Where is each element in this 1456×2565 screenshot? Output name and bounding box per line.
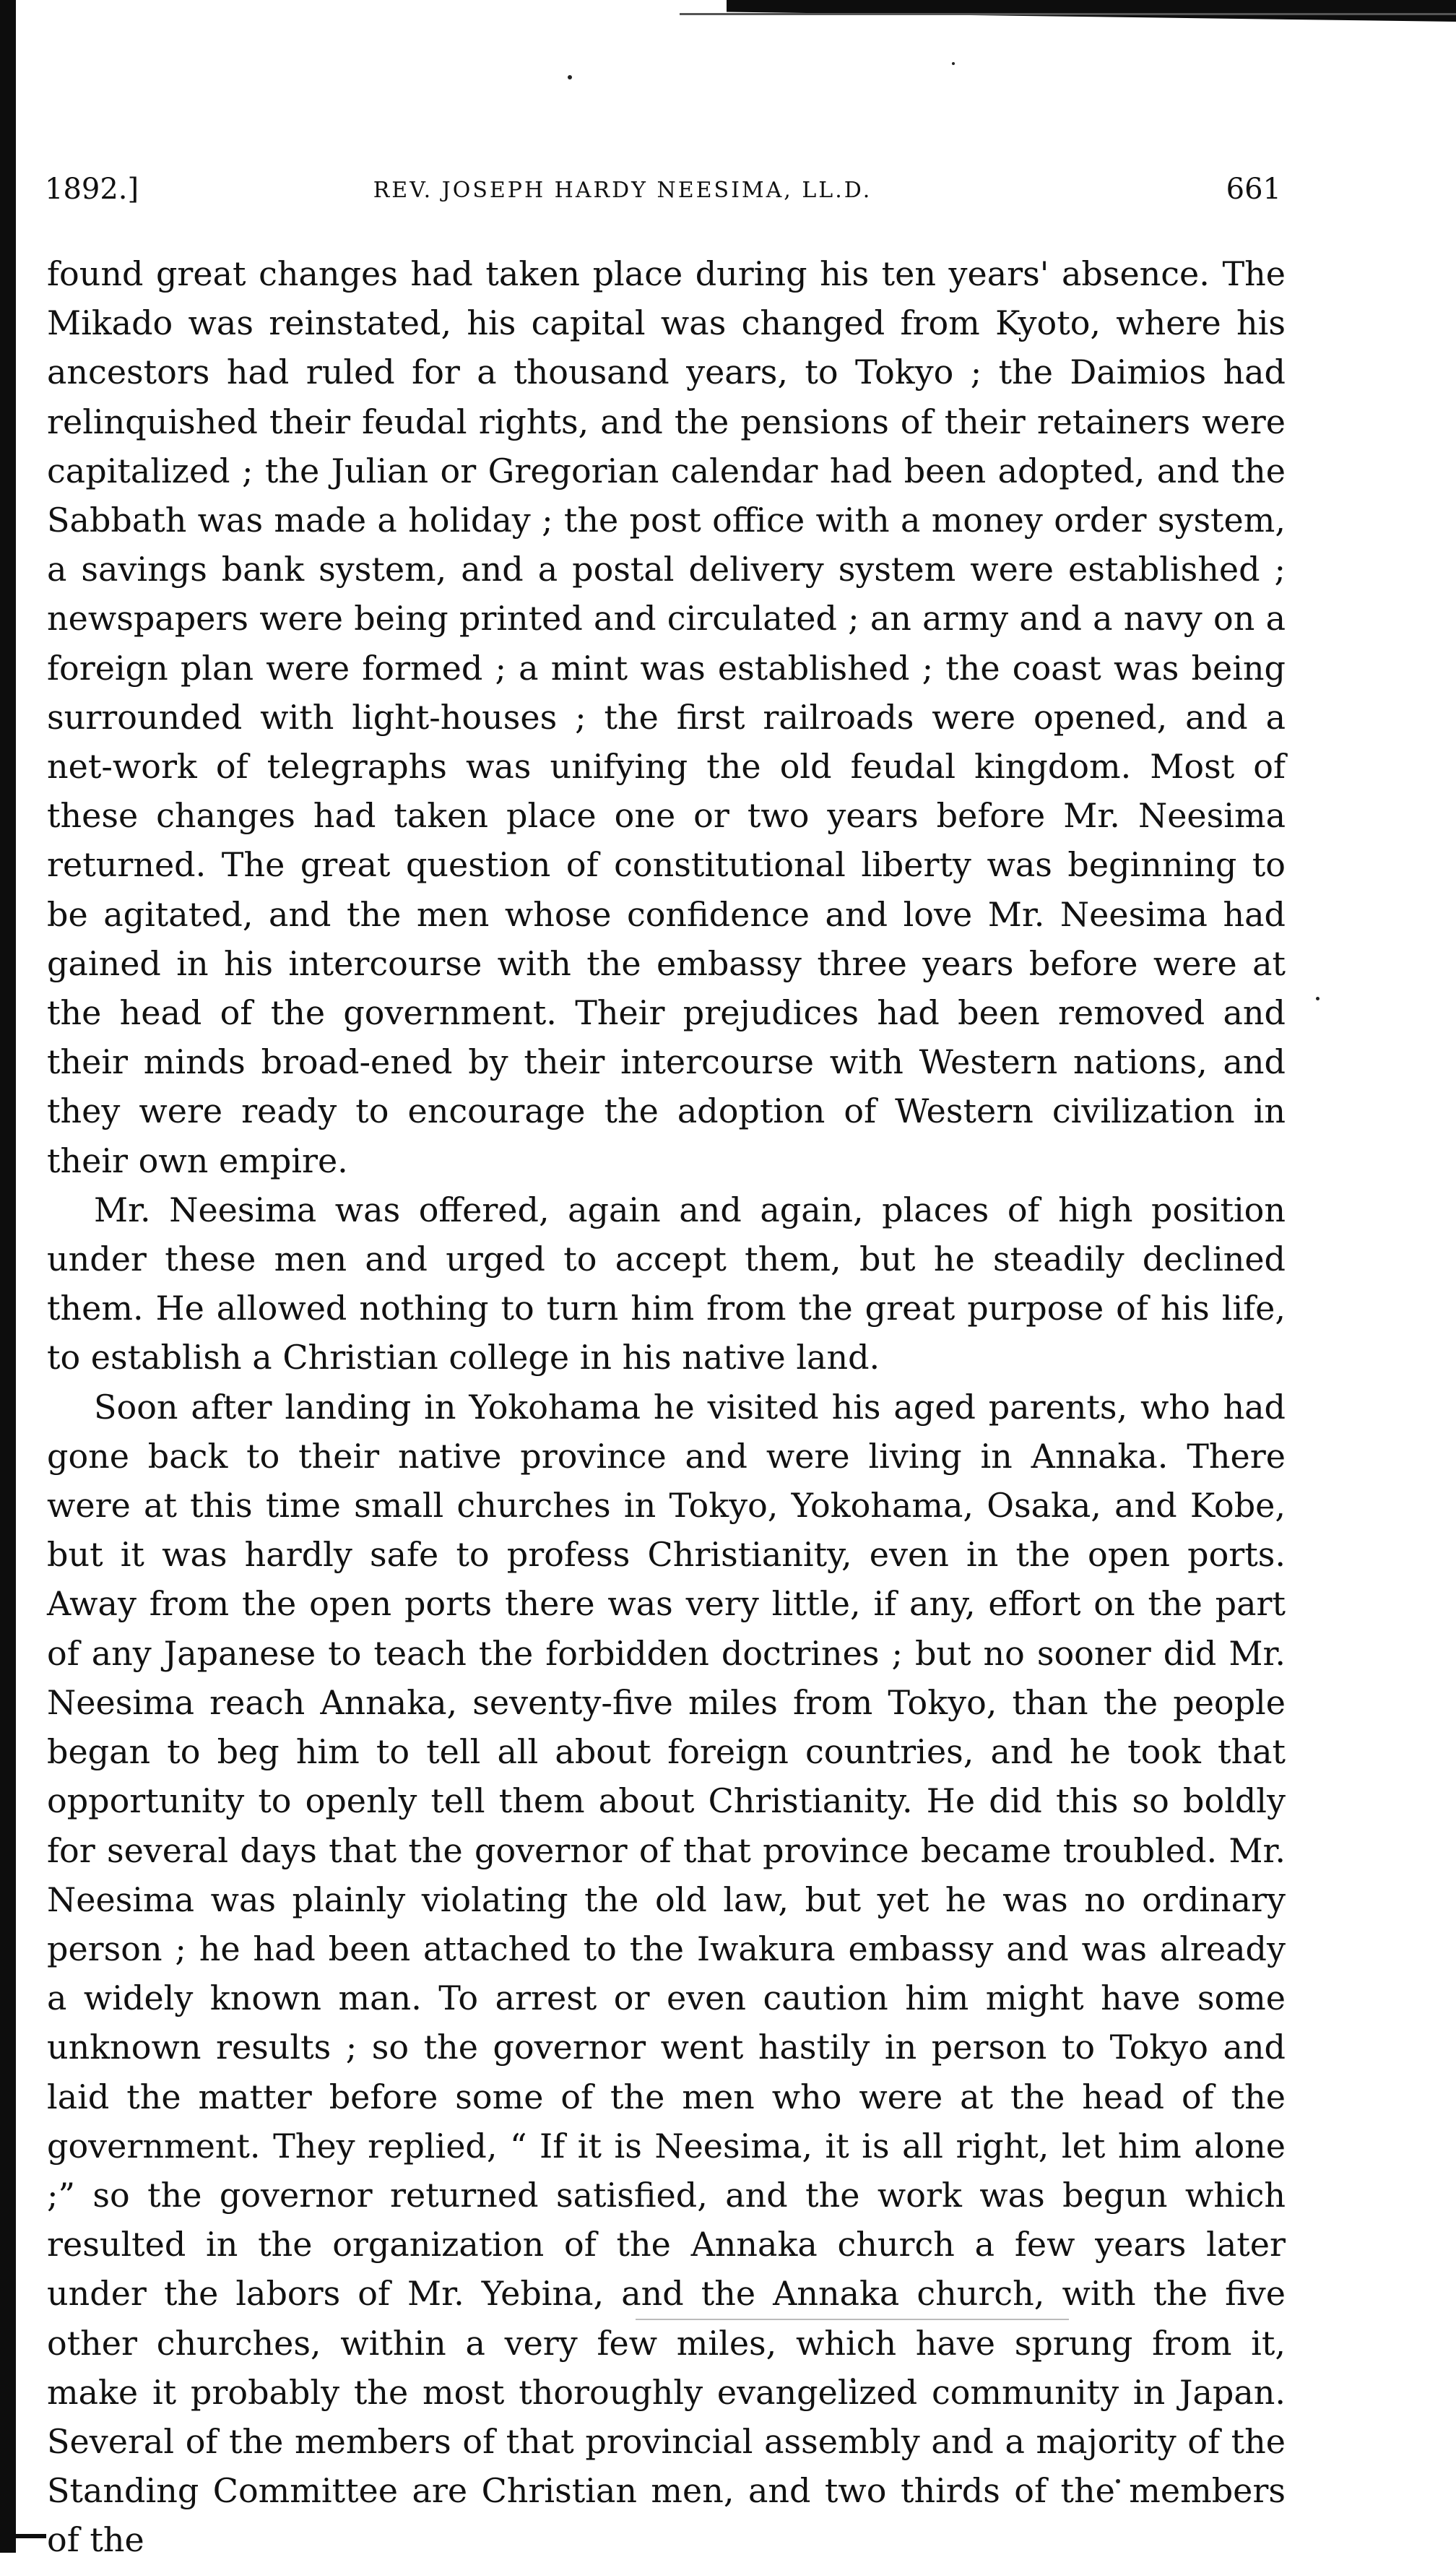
- header-year: 1892.]: [45, 173, 139, 206]
- body-text: [47, 249, 1286, 2565]
- running-header: [45, 157, 1281, 215]
- scan-speck: [568, 75, 572, 79]
- scan-spine-shadow: [0, 0, 16, 2553]
- scan-top-edge: [727, 0, 1456, 22]
- scan-spine-corner: [16, 2534, 46, 2538]
- paragraph: Soon after landing in Yokohama he visited his aged parents, who had gone back to their native province and were living in Annaka. There were at this time small churches in Tokyo, Yokohama, Osaka, and Kobe, but it was hardly safe to profess Christianity, even in the open ports. Away from the open ports there was very little, if any, effort on the part of any Japanese to teach the forbidden doctrines ; but no sooner did Mr. Neesima reach Annaka, seventy-five miles from Tokyo, than the people began to beg him to tell all about foreign countries, and he took that opportunity to openly tell them about Christianity. He did this so boldly for several days that the governor of that province became troubled. Mr. Neesima was plainly violating the old law, but yet he was no ordinary person ; he had been attached to the Iwakura embassy and was already a widely known man. To arrest or even caution him might have some unknown results ; so the governor went hastily in person to Tokyo and laid the matter before some of the men who were at the head of the government. They replied, “ If it is Neesima, it is all right, let him alone ;” so the governor returned satisfied, and the work was begun which resulted in the organization of the Annaka church a few years later under the labors of Mr. Yebina, and the Annaka church, with the five other churches, within a very few miles, which have sprung from it, make it probably the most thoroughly evangelized community in Japan. Several of the members of that provincial assembly and a majority of the Standing Committee are Christian men, and two thirds of the members of the: [47, 1387, 1286, 2560]
- header-title: REV. JOSEPH HARDY NEESIMA, LL.D.: [373, 178, 872, 203]
- scan-speck: [1316, 997, 1320, 1000]
- scan-speck: [952, 62, 955, 65]
- paragraph: Mr. Neesima was offered, again and again, places of high position under these men and urged to accept them, but he steadily declined them. He allowed nothing to turn him from the great purpose of his life, to establish a Christian college in his native land.: [47, 1190, 1286, 1377]
- page-number: 661: [1226, 173, 1281, 206]
- scan-top-line: [680, 13, 1456, 15]
- paragraph: found great changes had taken place during his ten years' absence. The Mikado was reinstated, his capital was changed from Kyoto, where his ancestors had ruled for a thousand years, to Tokyo ; the Daimios had relinquished their feudal rights, and the pensions of their retainers were capitalized ; the Julian or Gregorian calendar had been adopted, and the Sabbath was made a holiday ; the post office with a money order system, a savings bank system, and a postal delivery system were established ; newspapers were being printed and circulated ; an army and a navy on a foreign plan were formed ; a mint was established ; the coast was being surrounded with light-houses ; the first railroads were opened, and a net-work of telegraphs was unifying the old feudal kingdom. Most of these changes had taken place one or two years before Mr. Neesima returned. The great question of constitutional liberty was beginning to be agitated, and the men whose confidence and love Mr. Neesima had gained in his intercourse with the embassy three years before were at the head of the government. Their prejudices had been removed and their minds broad-ened by their intercourse with Western nations, and they were ready to encourage the adoption of Western civilization in their own empire.: [47, 254, 1286, 1180]
